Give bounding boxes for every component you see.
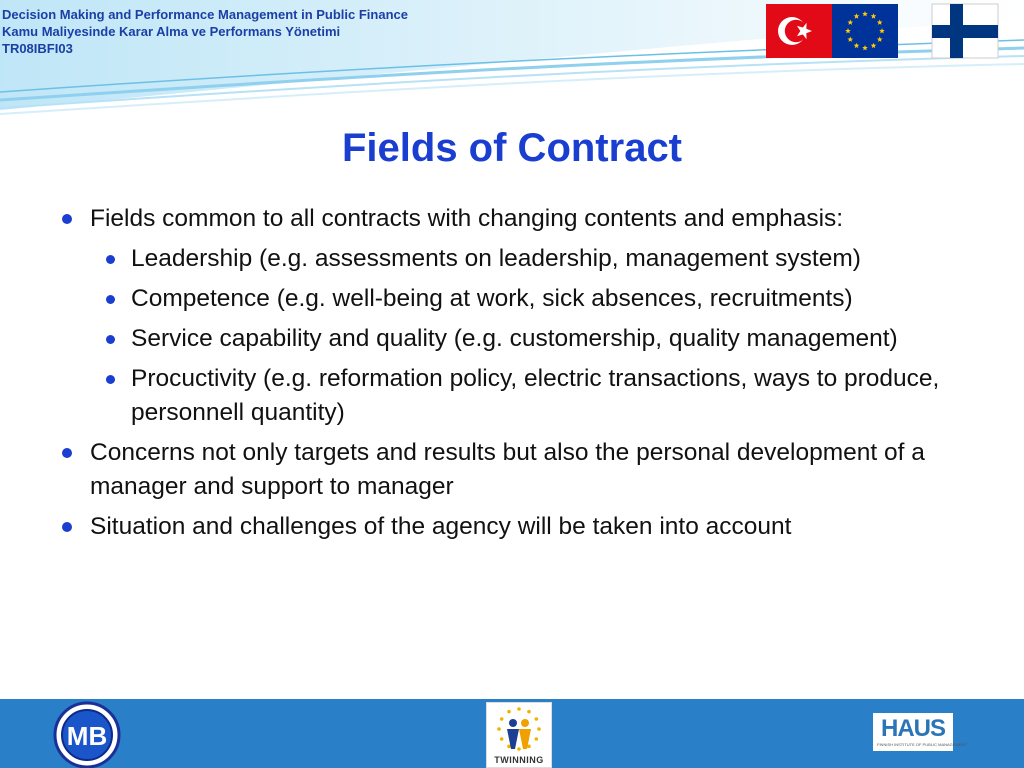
bullet-text: Leadership (e.g. assessments on leadership, management system) xyxy=(131,245,861,272)
twinning-star-icon xyxy=(537,727,541,731)
sub-bullet-item xyxy=(60,242,1010,276)
haus-logo-subtitle: FINNISH INSTITUTE OF PUBLIC MANAGEMENT xyxy=(877,742,967,747)
header-line-3: TR08IBFI03 xyxy=(2,41,73,56)
twinning-star-icon xyxy=(500,737,504,741)
twinning-star-icon xyxy=(517,747,521,751)
slide-title: Fields of Contract xyxy=(341,126,683,170)
bullet-text: Situation and challenges of the agency will be taken into account xyxy=(90,513,792,540)
twinning-label: TWINNING xyxy=(494,755,544,765)
bullet-dot-icon xyxy=(62,522,72,532)
finland-flag-icon xyxy=(932,4,998,58)
twinning-star-icon xyxy=(535,717,539,721)
sub-bullet-item xyxy=(60,282,1010,316)
bullet-text: Concerns not only targets and results but also the personal development of a manager and support to manager xyxy=(90,439,925,500)
twinning-star-icon xyxy=(517,707,521,711)
bullet-item xyxy=(60,510,1010,544)
header-line-1: Decision Making and Performance Management in Public Finance xyxy=(2,7,408,22)
mb-ministry-logo-icon xyxy=(50,697,124,768)
haus-logo xyxy=(873,713,967,751)
haus-logo-word: HAUS xyxy=(881,715,946,742)
turkey-flag-icon xyxy=(766,4,832,58)
twinning-figures-icon xyxy=(487,705,551,755)
twinning-star-icon xyxy=(507,710,511,714)
header-text xyxy=(2,6,408,57)
bullet-dot-icon xyxy=(62,214,72,224)
twinning-star-icon xyxy=(527,710,531,714)
bullet-dot-icon xyxy=(106,375,115,384)
bullet-dot-icon xyxy=(106,255,115,264)
twinning-star-icon xyxy=(500,717,504,721)
sub-bullet-item xyxy=(60,322,1010,356)
bullet-list xyxy=(60,202,1010,550)
sub-bullet-item xyxy=(60,362,1010,430)
header-line-2: Kamu Maliyesinde Karar Alma ve Performans Yönetimi xyxy=(2,24,341,39)
bullet-text: Fields common to all contracts with changing contents and emphasis: xyxy=(90,205,844,232)
bullet-item xyxy=(60,436,1010,504)
twinning-star-icon xyxy=(497,727,501,731)
bullet-item xyxy=(60,202,1010,236)
mb-logo-text: MB xyxy=(66,721,108,751)
bullet-text: Procuctivity (e.g. reformation policy, electric transactions, ways to produce, personnell quantity) xyxy=(131,365,940,426)
twinning-logo xyxy=(486,702,552,768)
twinning-star-icon xyxy=(535,737,539,741)
bullet-dot-icon xyxy=(62,448,72,458)
eu-flag-icon xyxy=(832,4,898,58)
bullet-text: Service capability and quality (e.g. customership, quality management) xyxy=(131,325,898,352)
bullet-dot-icon xyxy=(106,295,115,304)
bullet-dot-icon xyxy=(106,335,115,344)
bullet-text: Competence (e.g. well-being at work, sick absences, recruitments) xyxy=(131,285,853,312)
